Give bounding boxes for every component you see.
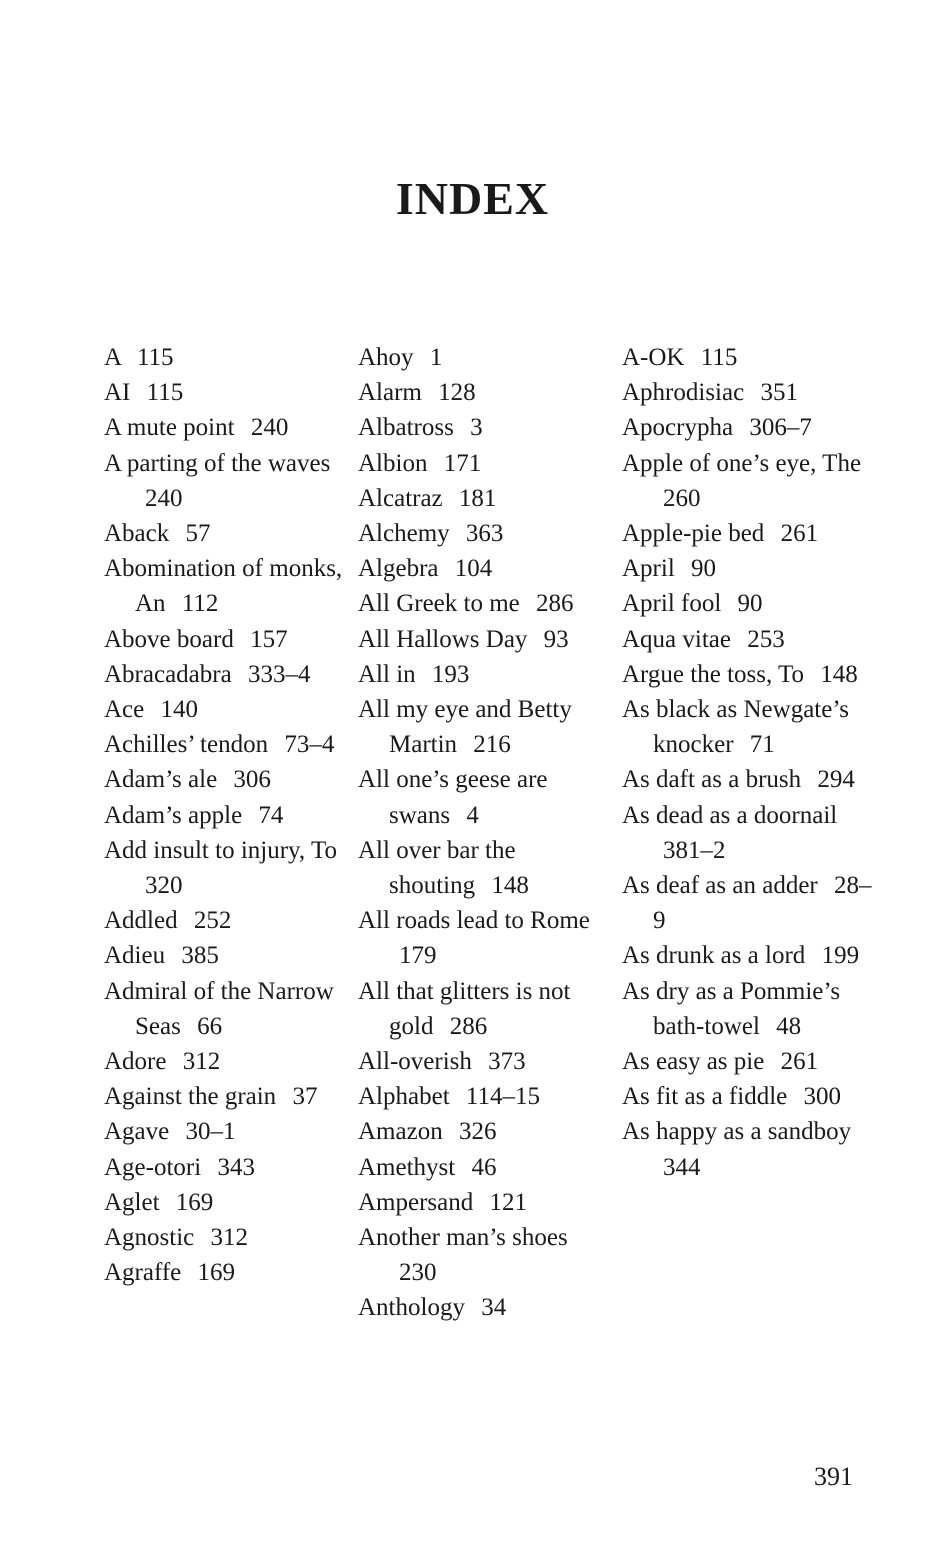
index-term: As deaf as an adder [622,872,818,900]
index-term: Ahoy [358,344,414,371]
index-entry [358,657,598,692]
index-entry [104,1079,344,1114]
index-entry [358,903,598,973]
index-entry [358,1079,598,1114]
index-term: Aglet [104,1188,160,1216]
index-page-ref: 115 [146,379,184,407]
index-page-ref: 261 [780,520,819,548]
index-term: Argue the toss, To [622,660,805,688]
index-term: Age-otori [104,1153,202,1181]
index-page-ref: 28–9 [653,872,872,935]
index-term: A [104,344,121,371]
index-term: As dead as a doornail [622,801,838,829]
index-page-ref: 306 [233,766,271,794]
index-page-ref: 128 [438,379,476,407]
index-term: All one’s geese are swans [358,766,548,829]
index-entry [104,622,344,657]
index-entry [622,798,872,868]
index-page-ref: 199 [821,942,860,970]
index-term: As happy as a sandboy [622,1118,852,1146]
index-entry [358,1220,598,1290]
index-term: Adam’s apple [104,801,243,829]
index-term: As dry as a Pommie’s bath-towel [622,977,841,1040]
index-page-ref: 193 [431,660,470,688]
index-page-ref: 37 [292,1083,318,1111]
index-term: Above board [104,625,234,653]
index-term: Aback [104,520,170,548]
index-term: Agnostic [104,1224,195,1252]
index-term: All that glitters is not gold [358,977,571,1040]
index-page-ref: 320 [145,872,183,900]
index-term: Addled [104,907,178,935]
index-term: Alchemy [358,520,450,548]
index-term: Add insult to injury, To [104,836,337,864]
index-page-ref: 4 [466,801,479,829]
index-term: Abracadabra [104,660,232,688]
index-entry [622,974,872,1044]
index-page-ref: 294 [817,766,855,794]
index-term: Against the grain [104,1083,277,1111]
index-page-ref: 381–2 [663,836,726,864]
index-entry [104,938,344,973]
index-entry [358,692,598,762]
index-entry [622,692,872,762]
index-page-ref: 240 [145,484,183,512]
index-entry [622,938,872,973]
index-entry [622,1114,872,1184]
index-entry [104,516,344,551]
index-entry [358,1114,598,1149]
index-entry [358,1150,598,1185]
index-term: Amethyst [358,1153,456,1181]
index-entry [358,1044,598,1079]
index-column-3 [622,340,872,1185]
index-page-ref: 306–7 [749,414,812,442]
index-entry [104,798,344,833]
index-entry [104,727,344,762]
index-page-ref: 312 [182,1048,221,1076]
index-entry [104,1255,344,1290]
index-entry [104,1185,344,1220]
index-term: All my eye and Betty Martin [358,696,572,759]
index-page-ref: 351 [760,379,798,407]
index-term: Anthology [358,1294,465,1322]
page-number: 391 [814,1462,853,1491]
index-entry [622,1044,872,1079]
index-term: Abomination of monks, An [104,555,343,618]
index-entry [358,622,598,657]
index-entry [104,551,344,621]
index-term: As drunk as a lord [622,942,806,970]
index-page-ref: 121 [489,1188,527,1216]
index-page-ref: 74 [258,801,284,829]
index-entry [622,410,872,445]
index-entry [104,340,344,375]
index-page-ref: 373 [488,1048,526,1076]
index-column-2 [358,340,598,1326]
index-page-ref: 363 [465,520,504,548]
index-term: A-OK [622,344,685,371]
index-page-ref: 71 [749,731,775,759]
index-page-ref: 73–4 [284,731,335,759]
index-page-ref: 253 [747,625,785,653]
index-page-ref: 57 [185,520,211,548]
index-page-ref: 48 [776,1012,802,1040]
index-entry [358,446,598,481]
index-page-ref: 216 [473,731,511,759]
index-page-ref: 171 [443,449,482,477]
index-entry [622,762,872,797]
index-term: A mute point [104,414,235,442]
index-term: Albion [358,449,428,477]
index-page-ref: 115 [136,344,174,371]
index-term: All roads lead to Rome [358,907,590,935]
index-term: Aphrodisiac [622,379,745,407]
index-term: As black as Newgate’s knocker [622,696,850,759]
index-term: Adieu [104,942,166,970]
index-page-ref: 240 [250,414,289,442]
index-page-ref: 115 [700,344,738,371]
index-term: All over bar the shouting [358,836,516,900]
index-page-ref: 140 [160,696,198,724]
index-page-ref: 312 [210,1224,249,1252]
index-term: Alphabet [358,1083,450,1111]
index-page-ref: 344 [663,1153,701,1181]
index-entry [104,1150,344,1185]
index-term: All in [358,660,416,688]
index-entry [104,692,344,727]
index-entry [104,1220,344,1255]
index-entry [358,974,598,1044]
index-page-ref: 93 [543,625,569,653]
index-term: A parting of the waves [104,449,331,477]
index-page-ref: 326 [458,1118,497,1146]
index-entry [622,657,872,692]
index-term: Agraffe [104,1259,182,1287]
index-term: April [622,555,675,583]
index-entry [358,340,598,375]
index-entry [104,657,344,692]
index-entry [358,410,598,445]
index-page-ref: 300 [803,1083,841,1111]
index-entry [104,446,344,516]
index-page-ref: 286 [449,1012,488,1040]
index-term: Aqua vitae [622,625,731,653]
index-page-ref: 230 [399,1259,437,1287]
index-entry [622,622,872,657]
index-page-ref: 34 [481,1294,507,1322]
index-entry [104,903,344,938]
index-entry [104,1044,344,1079]
index-term: As daft as a brush [622,766,802,794]
index-entry [358,516,598,551]
index-entry [104,375,344,410]
index-term: Admiral of the Narrow Seas [104,977,334,1040]
index-page-ref: 385 [181,942,219,970]
index-page-ref: 179 [399,942,437,970]
index-entry [622,551,872,586]
index-term: Ampersand [358,1188,474,1216]
index-page-ref: 169 [175,1188,214,1216]
index-entry [104,762,344,797]
index-page-ref: 90 [737,590,763,618]
index-entry [358,551,598,586]
index-entry [104,1114,344,1149]
index-entry [622,1079,872,1114]
index-page-ref: 104 [454,555,493,583]
index-entry [622,868,872,938]
index-term: Apple-pie bed [622,520,765,548]
index-term: All Hallows Day [358,625,528,653]
index-page-ref: 112 [181,590,219,618]
index-entry [104,410,344,445]
index-term: Alarm [358,379,422,407]
index-page-ref: 261 [780,1048,819,1076]
index-page-ref: 46 [471,1153,497,1181]
index-page-ref: 157 [250,625,288,653]
index-term: Adam’s ale [104,766,218,794]
index-term: AI [104,379,131,407]
index-page-ref: 333–4 [247,660,311,688]
index-entry [358,481,598,516]
index-term: Albatross [358,414,454,442]
index-term: Ace [104,696,145,724]
index-term: Agave [104,1118,170,1146]
index-entry [358,833,598,903]
index-term: Alcatraz [358,484,443,512]
index-entry [358,375,598,410]
index-entry [622,446,872,516]
index-term: As fit as a fiddle [622,1083,788,1111]
index-entry [622,340,872,375]
index-page-ref: 30–1 [185,1118,236,1146]
index-column-1 [104,340,344,1290]
index-entry [622,586,872,621]
index-term: All-overish [358,1048,472,1076]
index-page-ref: 148 [491,872,529,900]
index-entry [358,586,598,621]
index-term: Apple of one’s eye, The [622,449,862,477]
index-term: All Greek to me [358,590,520,618]
index-entry [104,974,344,1044]
index-entry [622,516,872,551]
index-term: April fool [622,590,722,618]
index-page-ref: 260 [663,484,701,512]
page-title: INDEX [395,173,550,224]
index-page-ref: 286 [536,590,574,618]
index-term: Amazon [358,1118,443,1146]
index-page-ref: 252 [193,907,232,935]
index-page-ref: 90 [691,555,717,583]
index-page-ref: 66 [197,1012,223,1040]
index-entry [358,762,598,832]
index-term: As easy as pie [622,1048,765,1076]
index-entry [622,375,872,410]
index-term: Adore [104,1048,167,1076]
index-entry [358,1185,598,1220]
index-term: Achilles’ tendon [104,731,269,759]
index-page-ref: 181 [458,484,497,512]
index-term: Apocrypha [622,414,734,442]
index-entry [104,833,344,903]
index-page-ref: 169 [197,1259,236,1287]
index-page-ref: 1 [429,344,443,371]
index-entry [358,1290,598,1325]
index-page-ref: 148 [820,660,858,688]
index-page-ref: 343 [217,1153,255,1181]
index-page-ref: 114–15 [465,1083,540,1111]
index-term: Algebra [358,555,439,583]
index-page-ref: 3 [470,414,483,442]
index-term: Another man’s shoes [358,1224,568,1252]
